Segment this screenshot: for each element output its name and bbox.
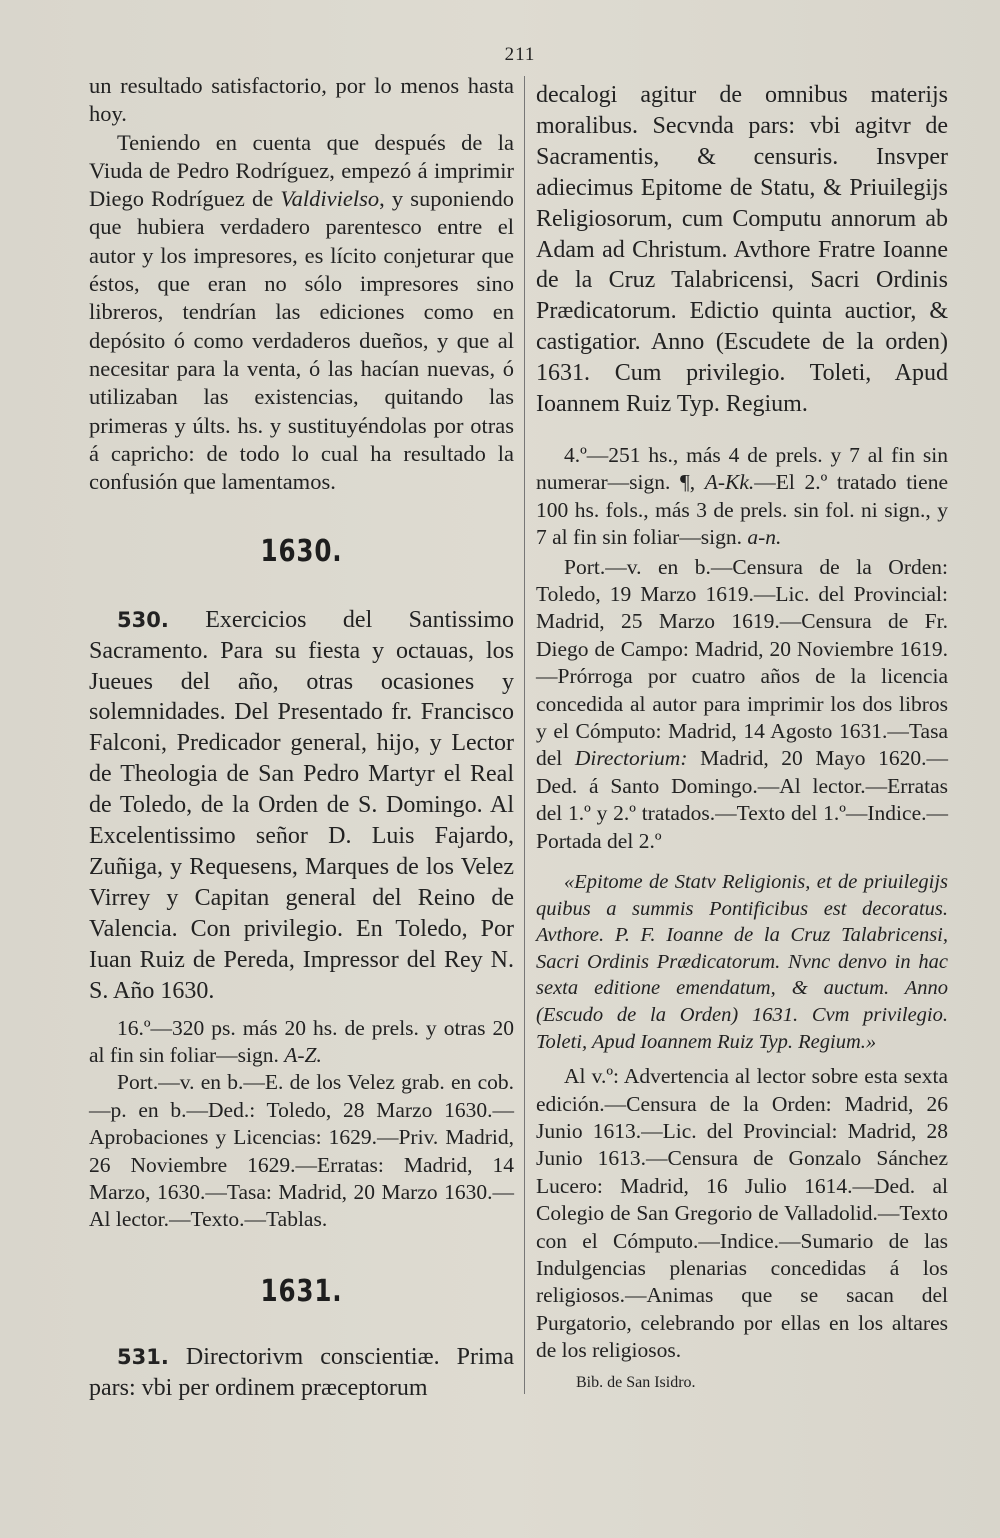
entry-531-signature: A-Kk. [704,470,755,495]
entry-531-desc-a: 4.º—251 hs., más 4 de prels. y 7 al fin sin numerar—sign. ¶, [536,442,948,495]
year-heading-1630: 1630. [260,534,343,570]
entry-531-desc-b: —El 2.º tratado tiene 100 hs. fols., más 3 de prels. sin fol. ni sign., y 7 al fin sin foliar—sign. [536,470,948,550]
entry-530-signature: A-Z. [284,1042,322,1067]
entry-531-contents [536,554,948,855]
paragraph-continuation: un resultado satisfactorio, por lo menos hasta hoy. [89,73,514,127]
entry-531-number: 531. [117,1345,169,1370]
entry-531-contents-b: Madrid, 20 Mayo 1620.—Ded. á Santo Domingo.—Al lector.—Erratas del 1.º y 2.º tratados.—Texto del 1.º—Indice.—Portada del 2.º [536,746,948,853]
entry-530-description [89,1015,514,1070]
printer-name-italic: Valdivielso [280,186,380,212]
entry-530-title [89,605,514,1007]
entry-531-contents-a: Port.—v. en b.—Censura de la Orden: Toledo, 19 Marzo 1619.—Lic. del Provincial: Madrid, 25 Marzo 1619.—Censura de Fr. Diego de Campo: Madrid, 20 Noviembre 1619.—Prórroga por cuatro años de la licencia concedida al autor para imprimir los dos libros y el Cómputo: Madrid, 14 Agosto 1631.—Tasa del [536,554,948,771]
entry-531-description [536,442,948,552]
entry-531-title-start [89,1342,514,1404]
year-heading-1631: 1631. [260,1273,343,1309]
page-number: 211 [504,44,536,65]
column-divider [524,76,525,1394]
entry-530-desc-text: 16.º—320 ps. más 20 hs. de prels. y otras 20 al fin sin foliar—sign. [89,1015,514,1067]
entry-531-title-text: Directorivm conscientiæ. Prima pars: vbi per ordinem præceptorum [89,1344,514,1401]
commentary-text-b: , y suponiendo que hubiera verdadero parentesco entre el autor y los impresores, es lícito conjeturar que éstos, que eran no sólo impresores sino libreros, tendrían las ediciones como en depósito ó como verdaderos dueños, y que al necesitar para la venta, ó las hacían nuevas, ó utilizaban las existencias, quitando las primeras y últs. hs. y sustituyéndolas por otras á capricho: de todo lo cual ha resultado la confusión que lamentamos. [89,186,515,495]
entry-530-number: 530. [117,607,169,632]
entry-531-signature-2: a-n. [747,525,782,550]
commentary-text-a: Teniendo en cuenta que después de la Viuda de Pedro Rodríguez, empezó á imprimir Diego Rodríguez de [89,129,514,212]
epitome-title-quote: «Epitome de Statv Religionis, et de priuilegijs quibus a summis Pontificibus est decoratus. Avthore. P. F. Ioanne de la Cruz Talabricensi, Sacri Ordinis Prædicatorum. Nvnc denvo in hac sexta editione emendatum, & auctum. Anno (Escudo de la Orden) 1631. Cvm privilegio. Toleti, Apud Ioannem Ruiz Typ. Regium.» [536,871,948,1053]
left-column [89,72,514,1404]
directorium-italic: Directorium: [574,746,688,771]
library-source: Bib. de San Isidro. [576,1373,696,1391]
right-column [536,80,948,1397]
entry-531-title-cont: decalogi agitur de omnibus materijs moralibus. Secvnda pars: vbi agitvr de Sacramentis, & censuris. Insvper adiecimus Epitome de Statu, & Priuilegijs Religiosorum, cum Computu annorum ab Adam ad Christum. Avthore Fratre Ioanne de la Cruz Talabricensi, Sacri Ordinis Prædicatorum. Edictio quinta auctior, & castigatior. Anno (Escudete de la orden) 1631. Cum privilegio. Toleti, Apud Ioannem Ruiz Typ. Regium. [536,82,948,418]
entry-530-contents: Port.—v. en b.—E. de los Velez grab. en cob.—p. en b.—Ded.: Toledo, 28 Marzo 1630.—Aprobaciones y Licencias: 1629.—Priv. Madrid, 26 Noviembre 1629.—Erratas: Madrid, 14 Marzo, 1630.—Tasa: Madrid, 20 Marzo 1630.—Al lector.—Texto.—Tablas. [89,1070,514,1232]
entry-530-title-text: Exercicios del Santissimo Sacramento. Para su fiesta y octauas, los Jueues del año, otras ocasiones y solemnidades. Del Presentado fr. Francisco Falconi, Predicador general, hijo, y Lector de Theologia de San Pedro Martyr el Real de Toledo, de la Orden de S. Domingo. Al Excelentissimo señor D. Luis Fajardo, Zuñiga, y Requesens, Marques de los Velez Virrey y Capitan general del Reino de Valencia. Con privilegio. En Toledo, Por Iuan Ruiz de Pereda, Impressor del Rey N. S. Año 1630. [89,606,514,1004]
verso-contents: Al v.º: Advertencia al lector sobre esta sexta edición.—Censura de la Orden: Madrid, 26 Junio 1613.—Lic. del Provincial: Madrid, 28 Junio 1613.—Censura de Gonzalo Sánchez Lucero: Madrid, 16 Julio 1614.—Ded. al Colegio de San Gregorio de Valladolid.—Texto con el Cómputo.—Indice.—Sumario de las Indulgencias plenarias concedidas á los religiosos.—Animas que se sacan del Purgatorio, celebrando por ellas en los altares de los religiosos. [536,1064,948,1363]
paragraph-commentary [89,129,514,497]
